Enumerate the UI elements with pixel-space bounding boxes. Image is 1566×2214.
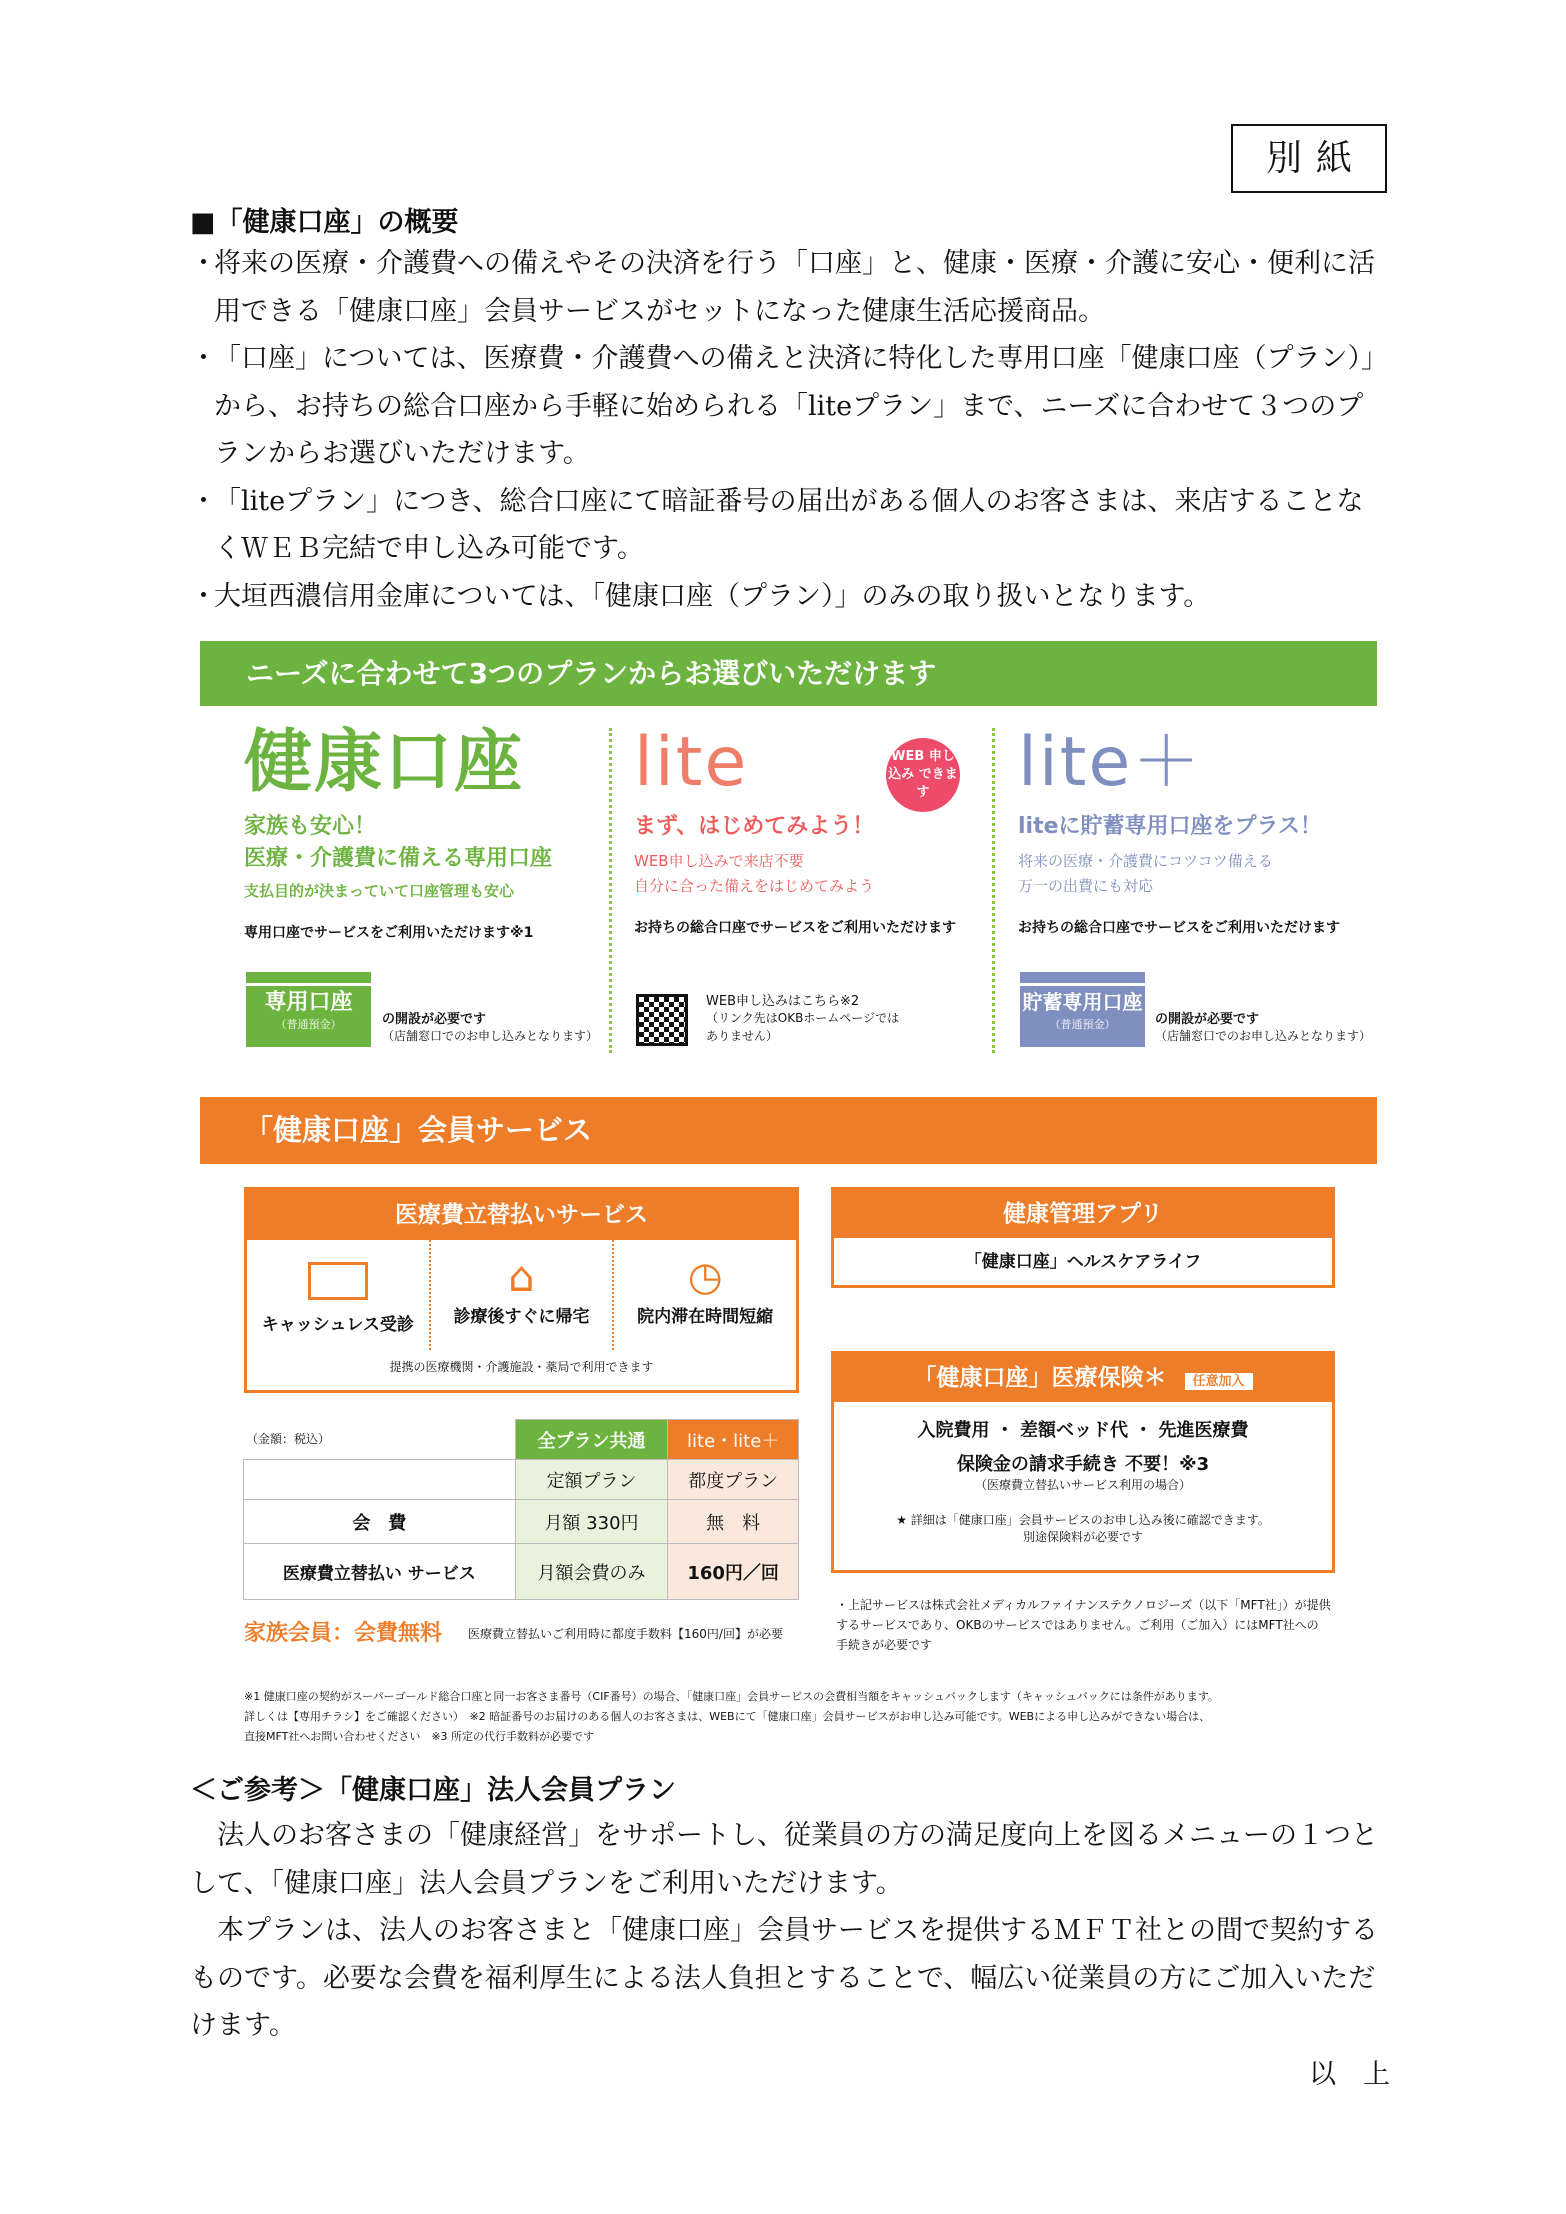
bullet-4: ・ 大垣西濃信用金庫については、「健康口座（プラン）」のみの取り扱いとなります。 xyxy=(190,573,1390,621)
optional-badge: 任意加入 xyxy=(1185,1373,1253,1390)
plan-desc: 万一の出費にも対応 xyxy=(1018,877,1154,895)
account-note: の開設が必要です （店舗窓口でのお申し込みとなります） xyxy=(382,1012,599,1043)
bullet-text: 「liteプラン」につき、総合口座にて暗証番号の届出がある個人のお客さまは、来店することなくＷＥＢ完結で申し込み可能です。 xyxy=(214,485,1364,564)
plans-banner: ニーズに合わせて3つのプランからお選びいただけます xyxy=(200,641,1377,706)
account-note: の開設が必要です （店舗窓口でのお申し込みとなります） xyxy=(1155,1012,1372,1043)
bullet-1: ・ 将来の医療・介護費への備えやその決済を行う「口座」と、健康・医療・介護に安心・便利に活用できる「健康口座」会員サービスがセットになった健康生活応援商品。 xyxy=(190,240,1390,335)
bullet-text: 将来の医療・介護費への備えやその決済を行う「口座」と、健康・医療・介護に安心・便利に活用できる「健康口座」会員サービスがセットになった健康生活応援商品。 xyxy=(214,248,1375,327)
plan-name: lite xyxy=(634,723,749,802)
card-icon xyxy=(308,1262,368,1300)
web-apply-badge: WEB 申し込み できます xyxy=(886,738,960,812)
end-mark: 以 上 xyxy=(1309,2059,1390,2090)
plan-catch: liteに貯蓄専用口座をプラス！ xyxy=(1018,814,1322,839)
reference-title: ＜ご参考＞「健康口座」法人会員プラン xyxy=(190,1775,676,1806)
divider xyxy=(992,728,995,1053)
mft-note: ・上記サービスは株式会社メディカルファイナンステクノロジーズ（以下「MFT社」）が提供 するサービスであり、OKBのサービスではありません。ご利用（ご加入）にはMFT社への 手続きが必要です xyxy=(836,1598,1331,1652)
account-badge: 専用口座 （普通預金） xyxy=(246,972,371,1047)
medical-insurance: 「健康口座」医療保険＊ 任意加入 入院費用 ・ 差額ベッド代 ・ 先進医療費 保険金の請求手続き 不要！※3 （医療費立替払いサービス利用の場合） ★ 詳細は「健康口座」会員サービスのお申し込み後に確認できます。 別途保険料が必要です xyxy=(831,1351,1335,1573)
plan-name: lite＋ xyxy=(1018,723,1203,802)
account-badge: 貯蓄専用口座 （普通預金） xyxy=(1020,972,1145,1047)
member-service-banner: 「健康口座」会員サービス xyxy=(200,1097,1377,1164)
bullet-2: ・ 「口座」については、医療費・介護費への備えと決済に特化した専用口座「健康口座（プラン）」から、お持ちの総合口座から手軽に始められる「liteプラン」まで、ニーズに合わせて３つのプランからお選びいただけます。 xyxy=(190,335,1390,478)
attachment-tag: 別紙 xyxy=(1231,124,1387,193)
plan-use: お持ちの総合口座でサービスをご利用いただけます xyxy=(634,920,956,936)
plan-desc: 支払目的が決まっていて口座管理も安心 xyxy=(244,882,515,900)
plan-use: お持ちの総合口座でサービスをご利用いただけます xyxy=(1018,920,1340,936)
family-note: 医療費立替払いご利用時に都度手数料【160円/回】が必要 xyxy=(468,1627,783,1641)
home-icon: ⌂ xyxy=(508,1252,535,1301)
plan-desc: 自分に合った備えをはじめてみよう xyxy=(634,877,875,895)
fee-table: 全プラン共通 lite・lite＋ 定額プラン 都度プラン 会 費 月額 330円 無 料 医療費立替払い サービス 月額会費のみ 160円／回 xyxy=(243,1419,799,1600)
health-app: 健康管理アプリ 「健康口座」ヘルスケアライフ xyxy=(831,1187,1335,1288)
overview-bullets xyxy=(190,240,1390,620)
clock-icon: ◷ xyxy=(687,1254,723,1300)
plan-desc: 将来の医療・介護費にコツコツ備える xyxy=(1018,852,1273,870)
qr-code-icon[interactable] xyxy=(636,994,688,1046)
bullet-text: 「口座」については、医療費・介護費への備えと決済に特化した専用口座「健康口座（プラン）」から、お持ちの総合口座から手軽に始められる「liteプラン」まで、ニーズに合わせて３つのプランからお選びいただけます。 xyxy=(214,343,1388,469)
fee-unit: （金額：税込） xyxy=(246,1432,331,1446)
plan-desc: WEB申し込みで来店不要 xyxy=(634,852,804,870)
footnotes: ※1 健康口座の契約がスーパーゴールド総合口座と同一お客さま番号（CIF番号）の場合、「健康口座」会員サービスの会費相当額をキャッシュバックします（キャッシュバックには条件があります。 詳しくは【専用チラシ】をご確認ください） ※2 暗証番号のお届けのある個人のお客さまは、WEBにて「健康口座」会員サービスがお申し込み可能です。WEBによる申し込みができない場合は、 直接MFT社へお問い合わせください ※3 所定の代行手数料が必要です xyxy=(244,1690,1219,1743)
bullet-text: 大垣西濃信用金庫については、「健康口座（プラン）」のみの取り扱いとなります。 xyxy=(214,580,1211,612)
family-member: 家族会員：会費無料 xyxy=(244,1621,443,1646)
plan-catch: 医療・介護費に備える専用口座 xyxy=(244,846,553,871)
section-title: ■「健康口座」の概要 xyxy=(190,207,459,238)
divider xyxy=(609,728,612,1053)
plan-use: 専用口座でサービスをご利用いただけます※1 xyxy=(244,925,534,941)
reference-para-1: 法人のお客さまの「健康経営」をサポートし、従業員の方の満足度向上を図るメニューの１つとして、「健康口座」法人会員プランをご利用いただけます。 xyxy=(190,1820,1378,1899)
plan-catch: 家族も安心！ xyxy=(244,814,377,839)
reference-para-2: 本プランは、法人のお客さまと「健康口座」会員サービスを提供するＭＦＴ社との間で契約するものです。必要な会費を福利厚生による法人負担とすることで、幅広い従業員の方にご加入いただけます。 xyxy=(190,1915,1378,2041)
bullet-3: ・ 「liteプラン」につき、総合口座にて暗証番号の届出がある個人のお客さまは、来店することなくＷＥＢ完結で申し込み可能です。 xyxy=(190,478,1390,573)
plan-name: 健康口座 xyxy=(244,723,525,802)
medical-payment-service: 医療費立替払いサービス キャッシュレス受診 ⌂ 診療後すぐに帰宅 ◷ 院内滞在時間短縮 提携の医療機関・介護施設・薬局で利用できます xyxy=(244,1187,799,1393)
web-apply-note: WEB申し込みはこちら※2 （リンク先はOKBホームページでは ありません） xyxy=(706,994,900,1043)
plan-catch: まず、はじめてみよう！ xyxy=(634,814,875,839)
